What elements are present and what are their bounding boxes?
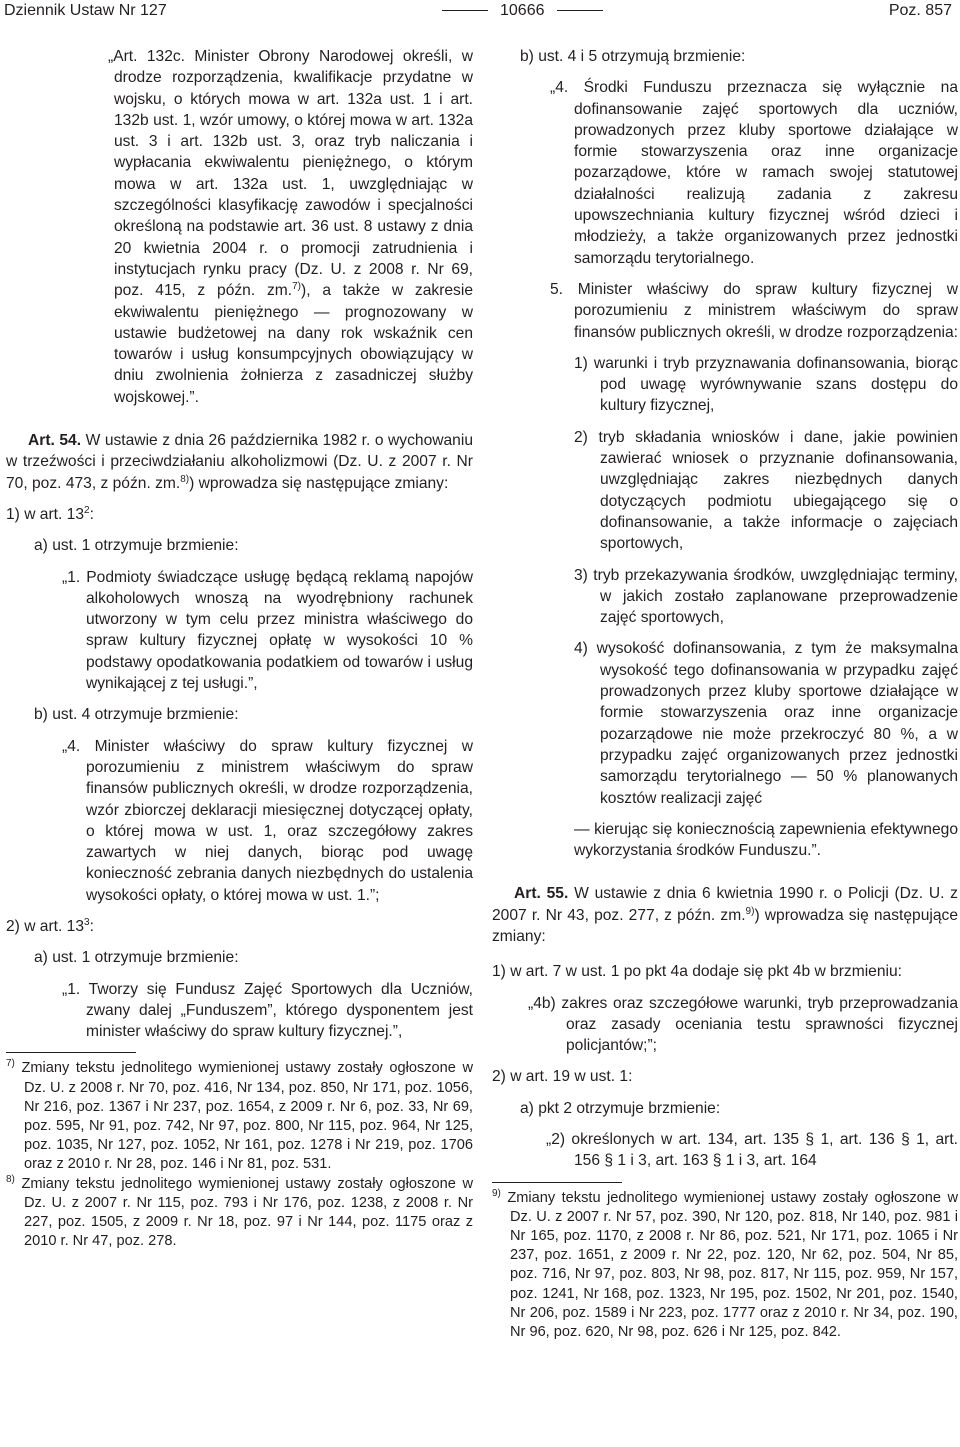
right-column (492, 46, 958, 1342)
intro-quote: „Art. 132c. Minister Obrony Narodowej określi, w drodze rozporządzenia, kwalifikacje przydatne w wojsku, o których mowa w art. 132a ust. 1 i art. 132b ust. 1, wzór umowy, o której mowa w art. 132a ust. 3 i art. 132b ust. 3, oraz tryb naliczania i wypłacania ekwiwalentu pieniężnego, o którym mowa w art. 132a ust. 1, uwzględniając w szczególności klasyfikację zawodów i specjalności określoną na podstawie art. 36 ust. 8 ustawy z dnia 20 kwietnia 2004 r. o promocji zatrudnienia i instytucjach rynku pracy (Dz. U. z 2008 r. Nr 69, poz. 415, z późn. zm.$^{7)}$), a także w zakresie ekwiwalentu pieniężnego — prognozowany w ustawie budżetowej na dany rok wskaźnik cen towarów i usług konsumpcyjnych obowiązujący w dniu zwolnienia żołnierza z zasadniczej służby wojskowej.”. (108, 48, 473, 406)
footnote-divider (6, 1052, 136, 1053)
quote-ust-5: 5. Minister właściwy do spraw kultury fizycznej w porozumieniu z ministrem właściwym do spraw finansów publicznych określi, w drodze rozporządzenia: (550, 280, 958, 341)
ust-5-item-3: 3) tryb przekazywania środków, uwzględniając terminy, w jakich zostało zaplanowane przeprowadzenie zajęć sportowych, (574, 566, 958, 627)
footnote-divider-right (492, 1182, 622, 1183)
art-54-paragraph: Art. 54. W ustawie z dnia 26 października 1982 r. o wychowaniu w trzeźwości i przeciwdziałaniu alkoholizmowi (Dz. U. z 2007 r. Nr 70, poz. 473, z późn. zm.$^{8)}$) wprowadza się następujące zmiany: (6, 432, 473, 492)
ust-5-closing-dash: — kierując się koniecznością zapewnienia efektywnego wykorzystania środków Funduszu.”. (574, 820, 958, 860)
point-1a-quote: „1. Podmioty świadczące usługę będącą reklamą napojów alkoholowych wnoszą na wyodrębniony rachunek utworzony w tym celu przez ministra właściwego do spraw kultury fizycznej opłatę w wysokości 10 % podstawy opodatkowania podatkiem od towarów i usług wynikającej z tej usługi.”, (62, 568, 473, 693)
ust-5-item-2: 2) tryb składania wniosków i dane, jakie powinien zawierać wniosek o przyznanie dofinansowania, uwzględniając zakres niezbędnych danych dotyczących podmiotu ubiegającego się o dofinansowanie, a także informacje o zajęciach sportowych, (574, 428, 958, 553)
point-2a: a) ust. 1 otrzymuje brzmienie: (34, 949, 239, 967)
footnote-9: $^{9)}$ Zmiany tekstu jednolitego wymienionej ustawy zostały ogłoszone w Dz. U. z 2007 r. Nr 57, poz. 390, Nr 120, poz. 818, Nr 140, poz. 981 i Nr 165, poz. 1170, z 2008 r. Nr 86, poz. 521, Nr 171, poz. 1065 i Nr 237, poz. 1651, z 2009 r. Nr 22, poz. 120, Nr 62, poz. 504, Nr 85, poz. 716, Nr 97, poz. 803, Nr 98, poz. 817, Nr 115, poz. 959, Nr 157, poz. 1241, Nr 168, poz. 1323, Nr 195, poz. 1502, Nr 201, poz. 1540, Nr 206, poz. 1589 i Nr 223, poz. 1777 oraz z 2010 r. Nr 34, poz. 190, Nr 96, poz. 620, Nr 98, poz. 626 i Nr 125, poz. 842. (492, 1187, 958, 1341)
art-55-point-2a-quote: „2) określonych w art. 134, art. 135 § 1, art. 136 § 1, art. 156 § 1 i 3, art. 163 § 1 i 3, art. 164 (546, 1131, 958, 1170)
quote-ust-4: „4. Środki Funduszu przeznacza się wyłącznie na dofinansowanie zajęć sportowych dla uczniów, prowadzonych przez kluby sportowe działające w formie stowarzyszenia oraz inne organizacje pozarządowe, które w ramach swojej statutowej działalności realizują zadania z zakresu upowszechniania kultury fizycznej wśród dzieci i młodzieży, a także organizowanych przez jednostki samorządu terytorialnego. (550, 79, 958, 267)
point-1b-quote: „4. Minister właściwy do spraw kultury fizycznej w porozumieniu z ministrem właściwym do spraw finansów publicznych określi, w drodze rozporządzenia, wzór zbiorczej deklaracji miesięcznej dotyczącej opłaty, o której mowa w ust. 1, oraz szczegółowy zakres zawartych w niej danych, biorąc pod uwagę konieczność zebrania danych niezbędnych do ustalenia wysokości opłaty, o której mowa w ust. 1.”; (62, 737, 473, 904)
left-column (6, 46, 473, 1252)
position-number: Poz. 857 (888, 2, 952, 19)
art-55-point-1: 1) w art. 7 w ust. 1 po pkt 4a dodaje się pkt 4b w brzmieniu: (492, 963, 902, 981)
art-55-point-2: 2) w art. 19 w ust. 1: (492, 1068, 633, 1086)
point-2: 2) w art. $13^3$: (6, 916, 94, 935)
point-2a-quote: „1. Tworzy się Fundusz Zajęć Sportowych dla Uczniów, zwany dalej „Funduszem”, którego dysponentem jest minister właściwy do spraw kultury fizycznej.”, (62, 980, 473, 1041)
page-number: 10666 (430, 0, 615, 22)
art-55-point-1-quote: „4b) zakres oraz szczegółowe warunki, tryb przeprowadzania oraz zasady oceniania testu sprawności fizycznej policjantów;”; (528, 994, 958, 1055)
point-1a: a) ust. 1 otrzymuje brzmienie: (34, 537, 239, 555)
page-header (0, 0, 960, 22)
art-55-paragraph: Art. 55. W ustawie z dnia 6 kwietnia 1990 r. o Policji (Dz. U. z 2007 r. Nr 43, poz. 277, z późn. zm.$^{9)}$) wprowadza się następujące zmiany: (492, 885, 958, 945)
journal-title: Dziennik Ustaw Nr 127 (4, 2, 167, 19)
footnote-7: $^{7)}$ Zmiany tekstu jednolitego wymienionej ustawy zostały ogłoszone w Dz. U. z 2008 r. Nr 70, poz. 416, Nr 134, poz. 850, Nr 171, poz. 1056, Nr 216, poz. 1367 i Nr 237, poz. 1654, z 2009 r. Nr 6, poz. 33, Nr 69, poz. 595, Nr 91, poz. 742, Nr 97, poz. 800, Nr 115, poz. 964, Nr 125, poz. 1035, Nr 127, poz. 1052, Nr 161, poz. 1278 i Nr 219, poz. 1706 oraz z 2010 r. Nr 28, poz. 146 i Nr 81, poz. 531. (6, 1058, 473, 1173)
point-1: 1) w art. $13^2$: (6, 504, 94, 523)
ust-5-item-4: 4) wysokość dofinansowania, z tym że maksymalna wysokość tego dofinansowania w przypadku zajęć prowadzonych przez kluby sportowe działające w formie stowarzyszenia oraz inne organizacje pozarządowe nie może przekroczyć 80 %, a w przypadku zajęć organizowanych przez jednostki samorządu terytorialnego — 50 % planowanych kosztów realizacji zajęć (574, 640, 958, 807)
art-54-title: Art. 54. (28, 432, 82, 450)
point-1b: b) ust. 4 otrzymuje brzmienie: (34, 706, 239, 724)
art-55-point-2a: a) pkt 2 otrzymuje brzmienie: (520, 1099, 721, 1117)
footnote-8: $^{8)}$ Zmiany tekstu jednolitego wymienionej ustawy zostały ogłoszone w Dz. U. z 2007 r. Nr 115, poz. 793 i Nr 176, poz. 1238, z 2008 r. Nr 227, poz. 1505, z 2009 r. Nr 18, poz. 97 i Nr 144, poz. 1175 oraz z 2010 r. Nr 47, poz. 278. (6, 1173, 473, 1250)
point-b-label: b) ust. 4 i 5 otrzymują brzmienie: (520, 48, 746, 65)
art-55-title: Art. 55. (514, 885, 569, 903)
ust-5-item-1: 1) warunki i tryb przyznawania dofinansowania, biorąc pod uwagę wyrównywanie szans dostępu do kultury fizycznej, (574, 354, 958, 415)
